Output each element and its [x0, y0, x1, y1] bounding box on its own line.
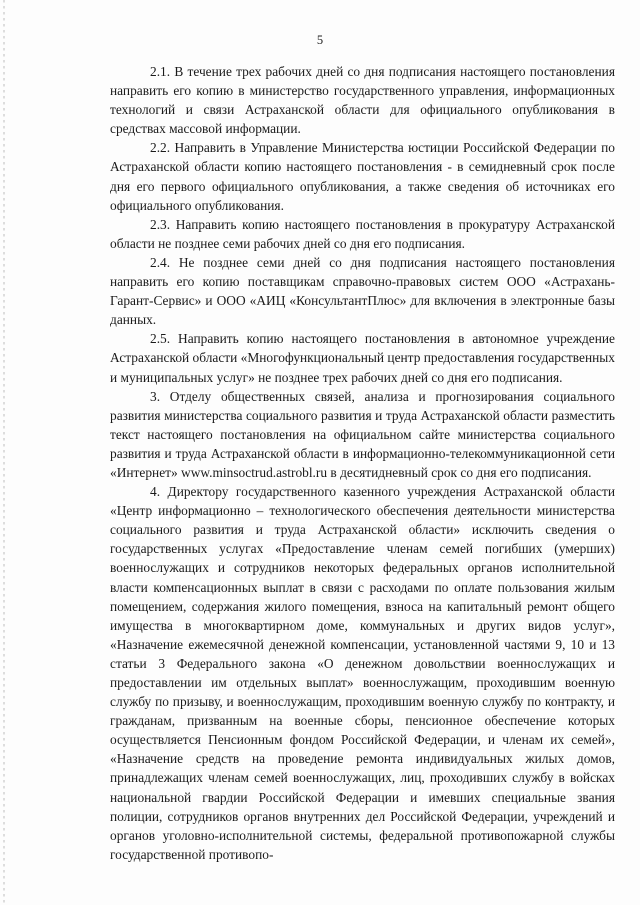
paragraph-2-5: 2.5. Направить копию настоящего постановления в автономное учреждение Астраханской области «Многофункциональный центр предоставления государственных и муниципальных услуг» не позднее трех рабочих дней со дня его подписания. — [110, 331, 615, 385]
paragraph-4: 4. Директору государственного казенного учреждения Астраханской области «Центр информационно – технологического обеспечения деятельности министерства социального развития и труда Астраханской области» исключить сведения о государственных услугах «Предоставление членам семей погибших (умерших) военнослужащих и сотрудников некоторых федеральных органов исполнительной власти компенсационных выплат в связи с расходами по оплате пользования жилым помещением, содержания жилого помещения, взноса на капитальный ремонт общего имущества в многоквартирном доме, коммунальных и других видов услуг», «Назначение ежемесячной денежной компенсации, установленной частями 9, 10 и 13 статьи 3 Федерального закона «О денежном довольствии военнослужащих и предоставлении им отдельных выплат» военнослужащим, проходившим военную службу по призыву, и военнослужащим, проходившим военную службу по контракту, и гражданам, призванным на военные сборы, пенсионное обеспечение которых осуществляется Пенсионным фондом Российской Федерации, и членам их семей», «Назначение средств на проведение ремонта индивидуальных жилых домов, принадлежащих членам семей военнослужащих, лиц, проходивших службу в войсках национальной гвардии Российской Федерации и имевших специальные звания полиции, сотрудников органов внутренних дел Российской Федерации, учреждений и органов уголовно-исполнительной системы, федеральной противопожарной службы государственной противопо- — [110, 484, 615, 862]
page-number: 5 — [316, 33, 324, 47]
paragraph-2-1: 2.1. В течение трех рабочих дней со дня подписания настоящего постановления направить его копию в министерство государственного управления, информационных технологий и связи Астраханской области для официального опубликования в средствах массовой информации. — [110, 64, 615, 137]
binding-edge-marks — [3, 0, 5, 905]
paragraph-3: 3. Отделу общественных связей, анализа и прогнозирования социального развития министерства социального развития и труда Астраханской области разместить текст настоящего постановления на официальном сайте министерства социального развития и труда Астраханской области в информационно-телекоммуникационной сети «Интернет» www.minsoctrud.astrobl.ru в десятидневный срок со дня его подписания. — [110, 388, 615, 480]
paragraph-2-3: 2.3. Направить копию настоящего постановления в прокуратуру Астраханской области не позднее семи рабочих дней со дня его подписания. — [110, 216, 615, 251]
paragraph-2-4: 2.4. Не позднее семи дней со дня подписания настоящего постановления направить его копию поставщикам справочно-правовых систем ООО «Астрахань-Гарант-Сервис» и ООО «АИЦ «КонсультантПлюс» для включения в электронные базы данных. — [110, 254, 615, 328]
document-body — [110, 62, 615, 864]
paragraph-2-2: 2.2. Направить в Управление Министерства юстиции Российской Федерации по Астраханской области копию настоящего постановления - в семидневный срок после дня его первого официального опубликования, а также сведения об источниках его официального опубликования. — [110, 140, 615, 213]
